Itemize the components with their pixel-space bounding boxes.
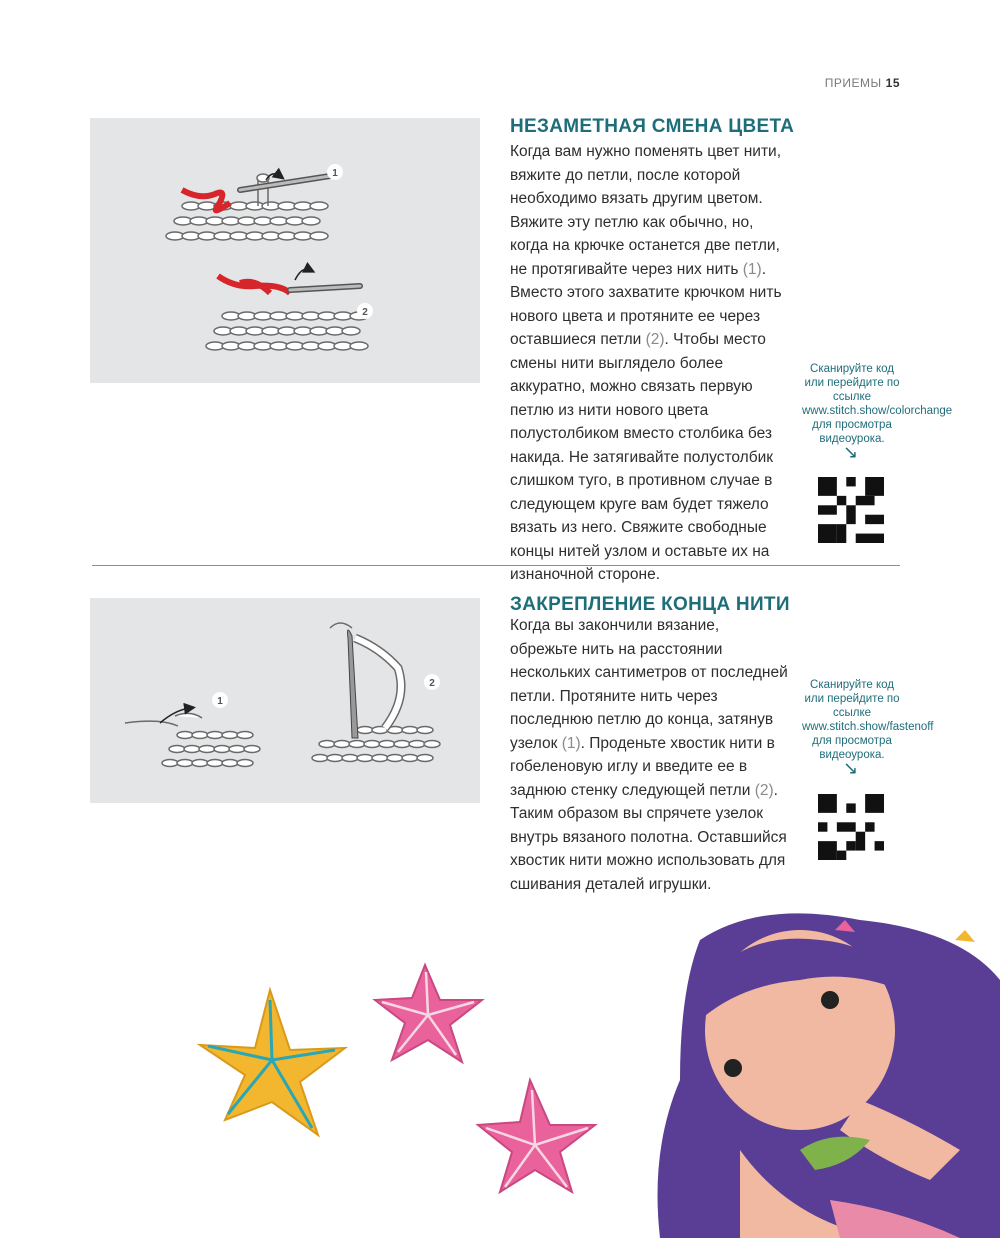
- section-body-color-change: [510, 140, 790, 587]
- page-number: 15: [885, 76, 900, 90]
- body-text: Когда вы закончили вязание, обрежьте нить на расстоянии нескольких сантиметров от последней петли. Протяните нить через последнюю петлю до конца, затянув узелок: [510, 617, 788, 752]
- arrow-down-icon: ↘: [843, 442, 859, 462]
- color-change-illustration: [90, 118, 480, 383]
- body-text: Когда вам нужно поменять цвет нити, вяжите до петли, после которой необходимо вязать другим цветом. Вяжите эту петлю как обычно, но, когда на крючке останется две петли, не протягивайте через них нить: [510, 143, 782, 278]
- body-text: . Чтобы место смены нити выглядело более аккуратно, можно связать первую петлю из нити нового цвета полустолбиком вместо столбика без накида. Не затягивайте полустолбик слишком туго, в противном случае в следующем круге вам будет тяжело вязать из него. Свяжите свободные концы нитей узлом и оставьте их на изнаночной стороне.: [510, 331, 774, 583]
- figure-ref: (1): [561, 734, 581, 752]
- header-section: ПРИЕМЫ: [824, 76, 882, 90]
- section-body-fasten-off: [510, 614, 790, 896]
- running-header: [825, 76, 900, 90]
- section-title-color-change: НЕЗАМЕТНАЯ СМЕНА ЦВЕТА: [510, 116, 795, 137]
- body-text: . Вместо этого захватите крючком нить нового цвета и протяните ее через оставшиеся петли: [510, 260, 782, 348]
- figure-label-1: 1: [332, 168, 338, 179]
- qr-caption-colorchange: Сканируйте код или перейдите по ссылке www.stitch.show/colorchange для просмотра видеоурока.: [802, 363, 953, 445]
- figure-ref: (2): [754, 781, 774, 799]
- figure-ref: (2): [645, 331, 665, 348]
- figure-label-1: 1: [217, 696, 223, 707]
- yellow-starfish: [200, 990, 345, 1135]
- figure-label-2: 2: [362, 307, 368, 318]
- qr-caption-fastenoff: Сканируйте код или перейдите по ссылке www.stitch.show/fastenoff для просмотра видеоурока.: [802, 679, 934, 761]
- amigurumi-photo: [0, 900, 1000, 1238]
- pink-starfish-top: [375, 965, 482, 1062]
- body-text: . Таким образом вы спрячете узелок внутрь вязаного полотна. Оставшийся хвостик нити можно использовать для сшивания деталей игрушки.: [510, 781, 787, 893]
- figure-ref: (1): [742, 260, 762, 278]
- mermaid-doll: [658, 913, 1000, 1238]
- qr-code-icon[interactable]: [818, 477, 884, 543]
- section-divider: [92, 565, 900, 566]
- figure-label-2: 2: [429, 678, 435, 689]
- fasten-off-illustration: [90, 598, 480, 803]
- arrow-down-icon: ↘: [843, 758, 859, 778]
- qr-code-icon[interactable]: [818, 794, 884, 860]
- body-text: . Проденьте хвостик нити в гобеленовую иглу и введите ее в заднюю стенку следующей петли: [510, 734, 775, 799]
- pink-starfish-bottom: [478, 1080, 595, 1192]
- section-title-fasten-off: ЗАКРЕПЛЕНИЕ КОНЦА НИТИ: [510, 594, 790, 615]
